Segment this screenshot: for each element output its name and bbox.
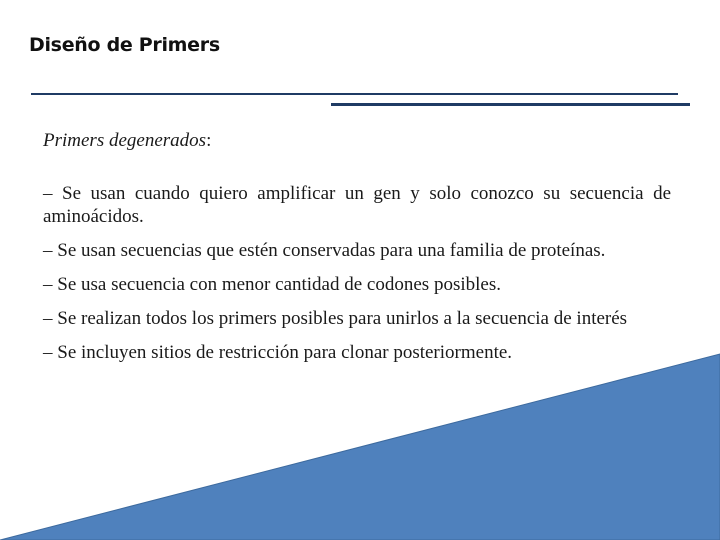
bullet-item: – Se realizan todos los primers posibles para unirlos a la secuencia de interés — [43, 307, 628, 329]
subtitle-colon: : — [206, 130, 212, 151]
slide-body — [43, 130, 671, 376]
bullet-item: – Se usan cuando quiero amplificar un gen y solo conozco su secuencia de aminoácidos. — [43, 183, 671, 227]
blue-triangle-shape — [0, 354, 720, 540]
subtitle-text: Primers degenerados — [43, 130, 207, 151]
bullet-item: – Se usan secuencias que estén conservadas para una familia de proteínas. — [43, 239, 606, 261]
bullet-list — [43, 183, 671, 364]
slide-title: Diseño de Primers — [29, 34, 220, 56]
bullet-item: – Se incluyen sitios de restricción para clonar posteriormente. — [43, 341, 513, 363]
bullet-item: – Se usa secuencia con menor cantidad de codones posibles. — [43, 273, 501, 295]
subtitle — [43, 130, 671, 152]
title-underline — [31, 93, 678, 95]
title-underline-accent — [331, 103, 690, 106]
